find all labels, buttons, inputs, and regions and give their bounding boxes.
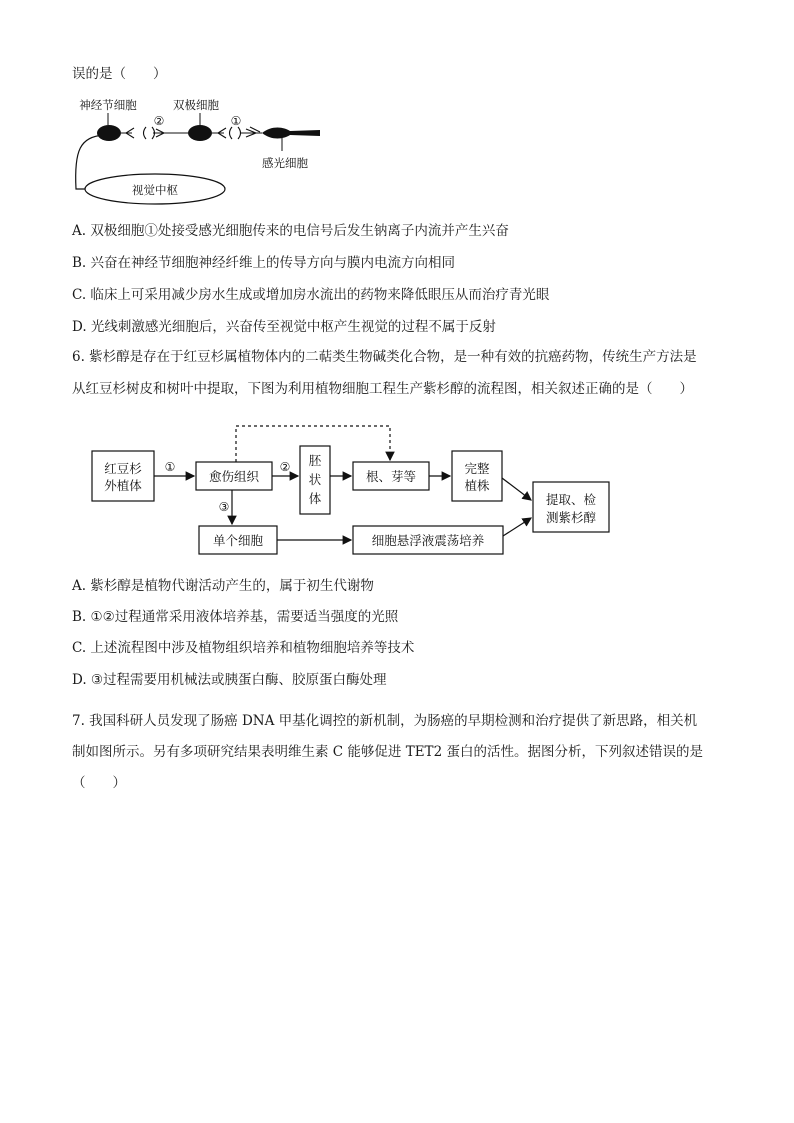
suspension-label: 细胞悬浮液震荡培养	[371, 533, 485, 548]
synapse-1-label: ①	[230, 114, 242, 128]
step-3-label: ③	[218, 500, 230, 514]
plant-box	[452, 451, 502, 501]
arrow-suspension-extract	[503, 518, 531, 536]
bipolar-label: 双极细胞	[173, 98, 219, 112]
q7-stem-line2: 制如图所示。另有多项研究结果表明维生素 C 能够促进 TET2 蛋白的活性。据图分析，下列叙述错误的是	[72, 744, 703, 760]
q6-option-b: B. ①②过程通常采用液体培养基，需要适当强度的光照	[72, 609, 399, 625]
q6-stem-line2: 从红豆杉树皮和树叶中提取，下图为利用植物细胞工程生产紫杉醇的流程图，相关叙述正确的是（ ）	[72, 381, 693, 397]
plant-label-1: 完整	[464, 461, 490, 476]
bipolar-axon	[153, 129, 188, 137]
synapse-1-terminals	[230, 127, 241, 139]
callus-label: 愈伤组织	[208, 469, 260, 484]
synapse-2-terminals	[144, 127, 155, 139]
taxol-flowchart	[80, 418, 620, 563]
bipolar-dendrites	[212, 128, 226, 138]
explant-label-1: 红豆杉	[104, 461, 142, 476]
step-2-label: ②	[279, 460, 291, 474]
q7-stem-line1: 7. 我国科研人员发现了肠癌 DNA 甲基化调控的新机制，为肠癌的早期检测和治疗提供了新思路，相关机	[72, 713, 698, 729]
visual-center-label: 视觉中枢	[132, 183, 178, 197]
retina-diagram	[60, 95, 350, 210]
extract-label-1: 提取、检	[545, 492, 597, 507]
extract-label-2: 测紫杉醇	[545, 510, 597, 525]
q5-option-a: A. 双极细胞①处接受感光细胞传来的电信号后发生钠离子内流并产生兴奋	[72, 223, 509, 239]
photoreceptor-fibers	[240, 127, 262, 137]
photoreceptor-label: 感光细胞	[262, 156, 308, 170]
roots-label: 根、芽等	[365, 469, 417, 484]
ganglion-cell-body	[97, 125, 121, 141]
synapse-2-label: ②	[153, 114, 165, 128]
explant-label-2: 外植体	[104, 478, 142, 493]
bipolar-cell-body	[188, 125, 212, 141]
plant-label-2: 植株	[464, 478, 490, 493]
ganglion-axon	[76, 135, 104, 189]
q5-option-c: C. 临床上可采用减少房水生成或增加房水流出的药物来降低眼压从而治疗青光眼	[72, 287, 550, 303]
embryoid-label-1: 胚	[308, 453, 322, 468]
q5-option-b: B. 兴奋在神经节细胞神经纤维上的传导方向与膜内电流方向相同	[72, 255, 456, 271]
q6-option-d: D. ③过程需要用机械法或胰蛋白酶、胶原蛋白酶处理	[72, 672, 387, 688]
q7-stem-line3: （ ）	[72, 775, 126, 791]
embryoid-label-3: 体	[308, 491, 322, 506]
arrow-plant-extract	[502, 478, 531, 500]
explant-box	[92, 451, 154, 501]
single-cell-label: 单个细胞	[212, 533, 264, 548]
step-1-label: ①	[164, 460, 176, 474]
q6-option-c: C. 上述流程图中涉及植物组织培养和植物细胞培养等技术	[72, 640, 415, 656]
q5-stem-tail: 误的是（ ）	[72, 66, 167, 82]
q6-option-a: A. 紫杉醇是植物代谢活动产生的，属于初生代谢物	[72, 578, 374, 594]
q6-stem-line1: 6. 紫杉醇是存在于红豆杉属植物体内的二萜类生物碱类化合物，是一种有效的抗癌药物，传统生产方法是	[72, 349, 697, 365]
embryoid-label-2: 状	[308, 472, 322, 487]
photoreceptor-cell	[262, 128, 320, 139]
ganglion-label: 神经节细胞	[79, 98, 137, 112]
ganglion-dendrites	[121, 128, 134, 138]
q5-option-d: D. 光线刺激感光细胞后，兴奋传至视觉中枢产生视觉的过程不属于反射	[72, 319, 496, 335]
